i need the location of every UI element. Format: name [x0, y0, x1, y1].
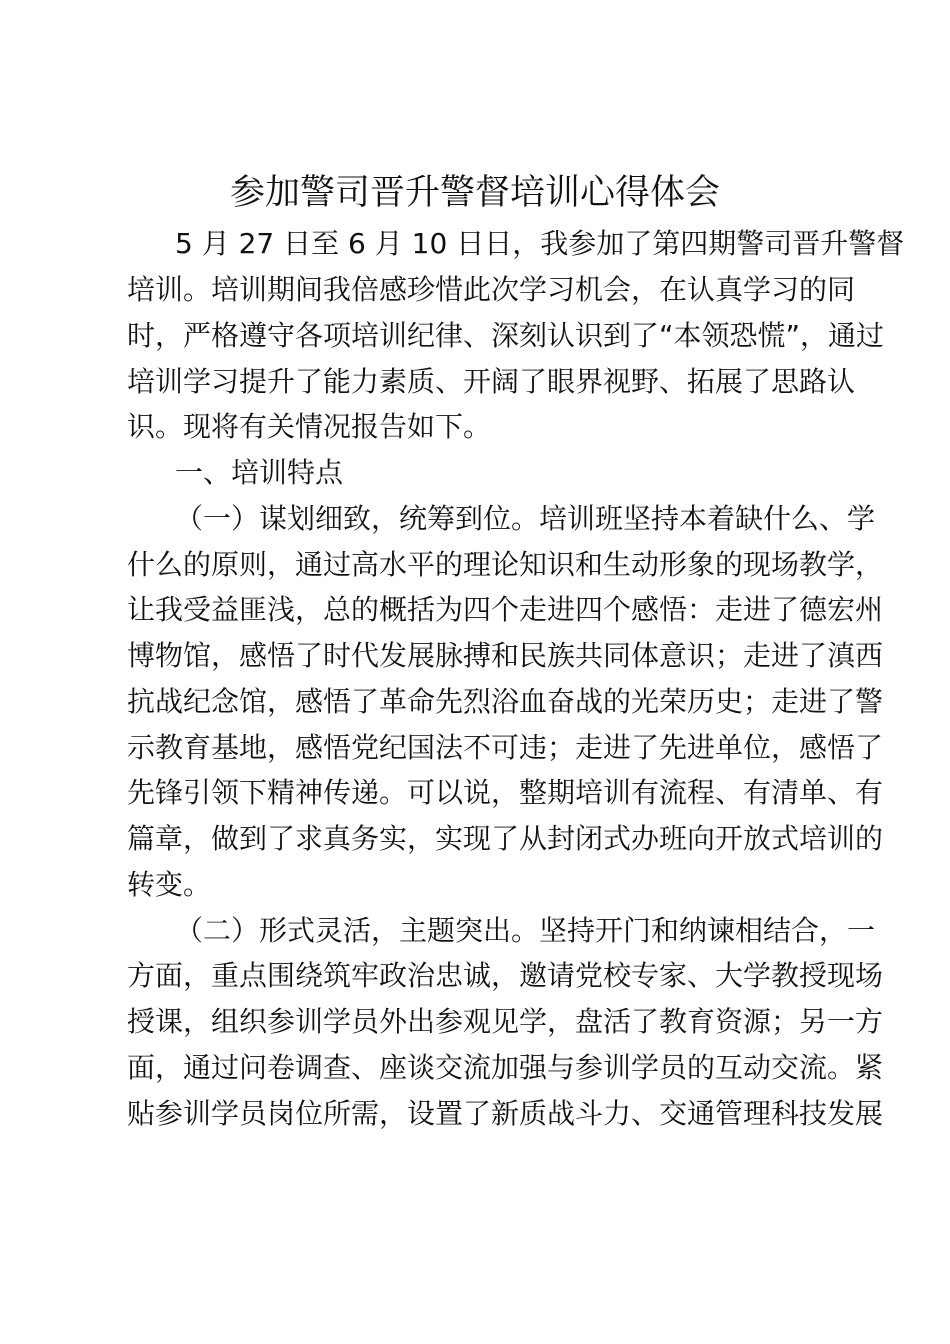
paragraph-line: 识。现将有关情况报告如下。 [127, 410, 492, 443]
paragraph-line: 什么的原则，通过高水平的理论知识和生动形象的现场教学， [127, 548, 884, 581]
paragraph-line: 培训。培训期间我倍感珍惜此次学习机会，在认真学习的同 [127, 273, 856, 306]
paragraph-line: 博物馆，感悟了时代发展脉搏和民族共同体意识；走进了滇西 [127, 639, 884, 672]
paragraph-line: 示教育基地，感悟党纪国法不可违；走进了先进单位，感悟了 [127, 731, 884, 764]
paragraph-line: 培训学习提升了能力素质、开阔了眼界视野、拓展了思路认 [127, 365, 856, 398]
paragraph-line: （二）形式灵活，主题突出。坚持开门和纳谏相结合，一 [175, 914, 876, 947]
paragraph-line: 方面，重点围绕筑牢政治忠诚，邀请党校专家、大学教授现场 [127, 959, 884, 992]
paragraph-line: 抗战纪念馆，感悟了革命先烈浴血奋战的光荣历史；走进了警 [127, 685, 884, 718]
paragraph-line: 先锋引领下精神传递。可以说，整期培训有流程、有清单、有 [127, 776, 884, 809]
section-heading: 一、培训特点 [175, 456, 344, 489]
paragraph-line: 面，通过问卷调查、座谈交流加强与参训学员的互动交流。紧 [127, 1051, 884, 1084]
paragraph-line: 转变。 [127, 868, 212, 901]
paragraph-line: 让我受益匪浅，总的概括为四个走进四个感悟：走进了德宏州 [127, 593, 884, 626]
paragraph-line: 授课，组织参训学员外出参观见学，盘活了教育资源；另一方 [127, 1005, 884, 1038]
document-title: 参加警司晋升警督培训心得体会 [229, 173, 720, 213]
paragraph-line: （一）谋划细致，统筹到位。培训班坚持本着缺什么、学 [175, 502, 876, 535]
paragraph-line: 5 月 27 日至 6 月 10 日日，我参加了第四期警司晋升警督 [175, 227, 905, 260]
paragraph-line: 时，严格遵守各项培训纪律、深刻认识到了“本领恐慌”，通过 [127, 319, 885, 352]
paragraph-line: 贴参训学员岗位所需，设置了新质战斗力、交通管理科技发展 [127, 1097, 884, 1130]
paragraph-line: 篇章，做到了求真务实，实现了从封闭式办班向开放式培训的 [127, 822, 884, 855]
